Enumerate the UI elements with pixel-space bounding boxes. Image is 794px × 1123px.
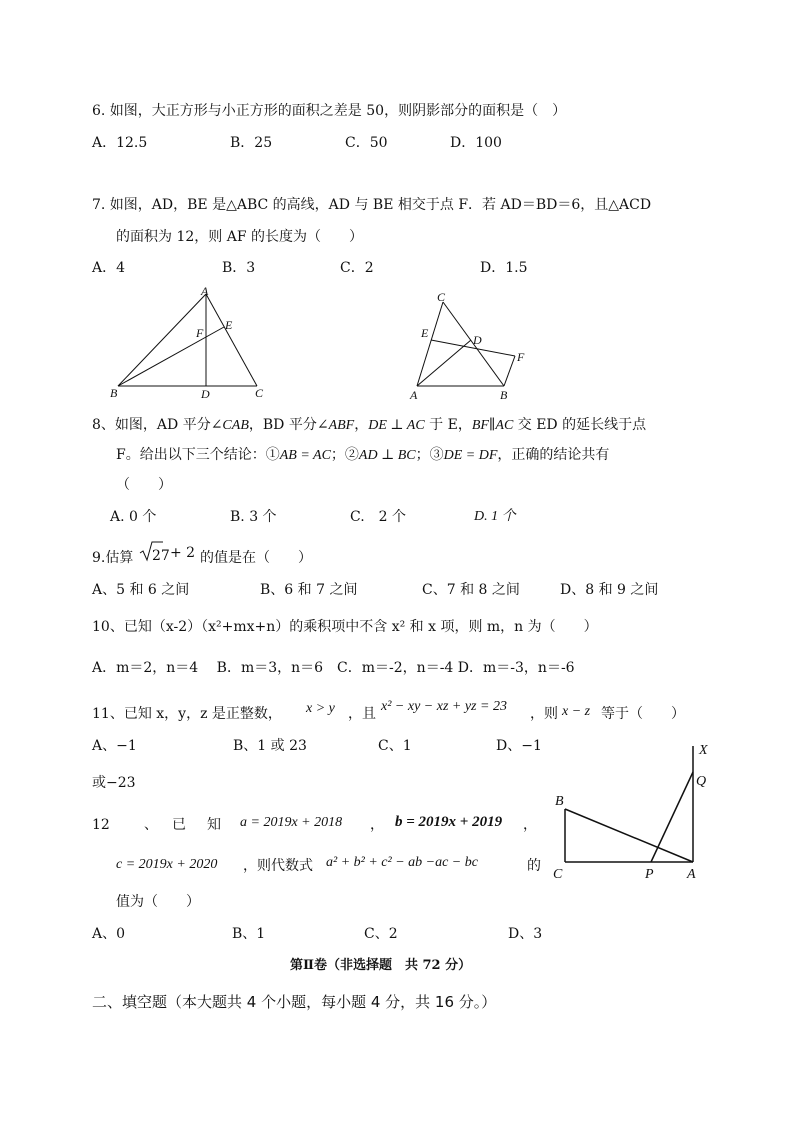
- q10-stem: 10、已知（x-2）（x²+mx+n）的乘积项中不含 x² 和 x 项，则 m，n 为（ ）: [92, 619, 598, 635]
- q8-angle-cab: ∠CAB: [210, 418, 249, 433]
- q9-plus-two: + 2: [170, 545, 196, 561]
- q12-comma-2: ，: [523, 817, 537, 833]
- q7-stem-line1: 7. 如图，AD，BE 是△ABC 的高线，AD 与 BE 相交于点 F．若 AD＝BD＝6，且△ACD: [92, 197, 652, 213]
- q8-line2: [116, 446, 609, 465]
- q7-stem-line2: 的面积为 12，则 AF 的长度为（ ）: [116, 229, 363, 245]
- q9-suffix: 的值是在（ ）: [200, 550, 312, 566]
- q11-option-d: D、−1: [496, 738, 542, 754]
- fill-in-section-title: 二、填空题（本大题共 4 个小题，每小题 4 分，共 16 分。）: [92, 993, 497, 1011]
- fig3-label-a: A: [687, 867, 696, 882]
- fig3-label-q: Q: [696, 774, 707, 789]
- q7-option-b: B．3: [222, 260, 256, 276]
- q8-option-b: B. 3 个: [230, 509, 277, 525]
- figure-bisectors-parallel: [405, 290, 535, 405]
- q9-option-b: B、6 和 7 之间: [260, 582, 358, 598]
- q11-dengyu: 等于（ ）: [601, 706, 685, 722]
- q12-separator: 、: [144, 817, 158, 833]
- q8-conclusion-1: AB = AC: [279, 448, 331, 463]
- fig3-label-b: B: [555, 794, 564, 809]
- q8-option-d: D. 1 个: [474, 509, 516, 524]
- q9-prefix: 9.估算: [92, 550, 134, 566]
- fig3-label-x: X: [699, 743, 708, 758]
- q9-option-a: A、5 和 6 之间: [92, 582, 190, 598]
- q8-text: 于 E，: [424, 417, 472, 433]
- q9-option-c: C、7 和 8 之间: [422, 582, 520, 598]
- figure-right-angle-pq: [548, 738, 718, 888]
- fig1-label-a: A: [201, 284, 209, 298]
- q8-conclusion-2: AD ⊥ BC: [358, 448, 416, 463]
- fig2-label-d: D: [473, 333, 482, 347]
- part-two-heading: 第Ⅱ卷（非选择题 共 72 分）: [290, 958, 472, 973]
- fig2-label-f: F: [517, 350, 525, 364]
- q9-radicand: 27: [152, 548, 170, 564]
- q10-options: A．m＝2，n＝4 B．m＝3，n＝6 C．m＝-2，n＝-4 D．m＝-3，n＝-6: [92, 660, 575, 676]
- q8-text: 交 ED 的延长线于点: [513, 417, 647, 433]
- q12-mid-text: ，则代数式: [243, 858, 313, 874]
- q7-option-d: D．1.5: [480, 260, 528, 276]
- q8-bf-parallel-ac: BF∥AC: [471, 418, 514, 433]
- q11-text: 11、已知 x，y，z 是正整数，: [92, 706, 282, 722]
- q8-text: F。给出以下三个结论：①: [116, 447, 280, 463]
- q12-number: 12: [92, 817, 110, 833]
- q7-option-c: C．2: [340, 260, 374, 276]
- fig1-label-f: F: [196, 326, 204, 340]
- q12-algebraic-expression: a² + b² + c² − ab −ac − bc: [326, 855, 478, 870]
- q6-stem: 6. 如图，大正方形与小正方形的面积之差是 50，则阴影部分的面积是（ ）: [92, 103, 567, 119]
- q12-option-b: B、1: [232, 926, 266, 942]
- q6-option-c: C．50: [345, 135, 388, 151]
- q12-known-2: 知: [207, 817, 221, 833]
- q12-expr-a: a = 2019x + 2018: [240, 815, 343, 830]
- q11-qie: ，且: [348, 706, 376, 722]
- q12-known-1: 已: [172, 817, 186, 833]
- q8-de-perp-ac: DE ⊥ AC: [368, 418, 425, 433]
- q8-text: 8、如图，AD 平分: [92, 417, 211, 433]
- q11-option-a: A、−1: [92, 738, 137, 754]
- q11-ze: ，则: [530, 706, 558, 722]
- q8-text: ，正确的结论共有: [497, 447, 610, 463]
- q12-comma-1: ，: [370, 817, 384, 833]
- q8-option-a: A. 0 个: [110, 509, 157, 525]
- fig2-label-c: C: [437, 290, 446, 304]
- q8-conclusion-3: DE = DF: [443, 448, 498, 463]
- q6-option-b: B．25: [230, 135, 273, 151]
- q11-option-d-tail: 或−23: [92, 775, 136, 791]
- fig1-label-b: B: [110, 386, 118, 400]
- q8-line1: [92, 416, 646, 435]
- q11-option-c: C、1: [378, 738, 412, 754]
- fig1-label-c: C: [255, 386, 264, 400]
- fig1-label-d: D: [201, 387, 210, 401]
- q11-line1: [92, 705, 282, 723]
- q8-text: ；③: [415, 447, 444, 463]
- q11-x-minus-z: x − z: [562, 704, 591, 719]
- q8-text: ，: [354, 417, 369, 433]
- q12-value-bracket: 值为（ ）: [116, 894, 200, 910]
- q6-option-d: D．100: [450, 135, 502, 151]
- q11-x-gt-y: x > y: [306, 701, 335, 716]
- figure-triangle-abc-altitudes: [100, 282, 280, 402]
- q6-option-a: A．12.5: [92, 135, 148, 151]
- fig1-label-e: E: [225, 318, 233, 332]
- q8-text: ；②: [330, 447, 359, 463]
- fig2-label-b: B: [500, 388, 508, 402]
- q12-expr-c: c = 2019x + 2020: [116, 857, 218, 872]
- fig3-label-p: P: [645, 867, 654, 882]
- fig2-label-e: E: [421, 326, 429, 340]
- q12-option-c: C、2: [364, 926, 398, 942]
- q7-option-a: A．4: [92, 260, 126, 276]
- q12-de: 的: [527, 858, 541, 874]
- q11-equation: x² − xy − xz + yz = 23: [381, 699, 507, 714]
- q8-text: ，BD 平分: [248, 417, 317, 433]
- q8-answer-bracket: （ ）: [116, 477, 172, 493]
- q12-option-d: D、3: [508, 926, 543, 942]
- fig2-label-a: A: [410, 388, 418, 402]
- q8-angle-abf: ∠ABF: [316, 418, 355, 433]
- q8-option-c: C. 2 个: [350, 509, 407, 525]
- q11-option-b: B、1 或 23: [233, 738, 307, 754]
- fig3-label-c: C: [553, 867, 563, 882]
- q12-expr-b: b = 2019x + 2019: [395, 814, 503, 830]
- q12-option-a: A、0: [92, 926, 126, 942]
- q9-option-d: D、8 和 9 之间: [560, 582, 659, 598]
